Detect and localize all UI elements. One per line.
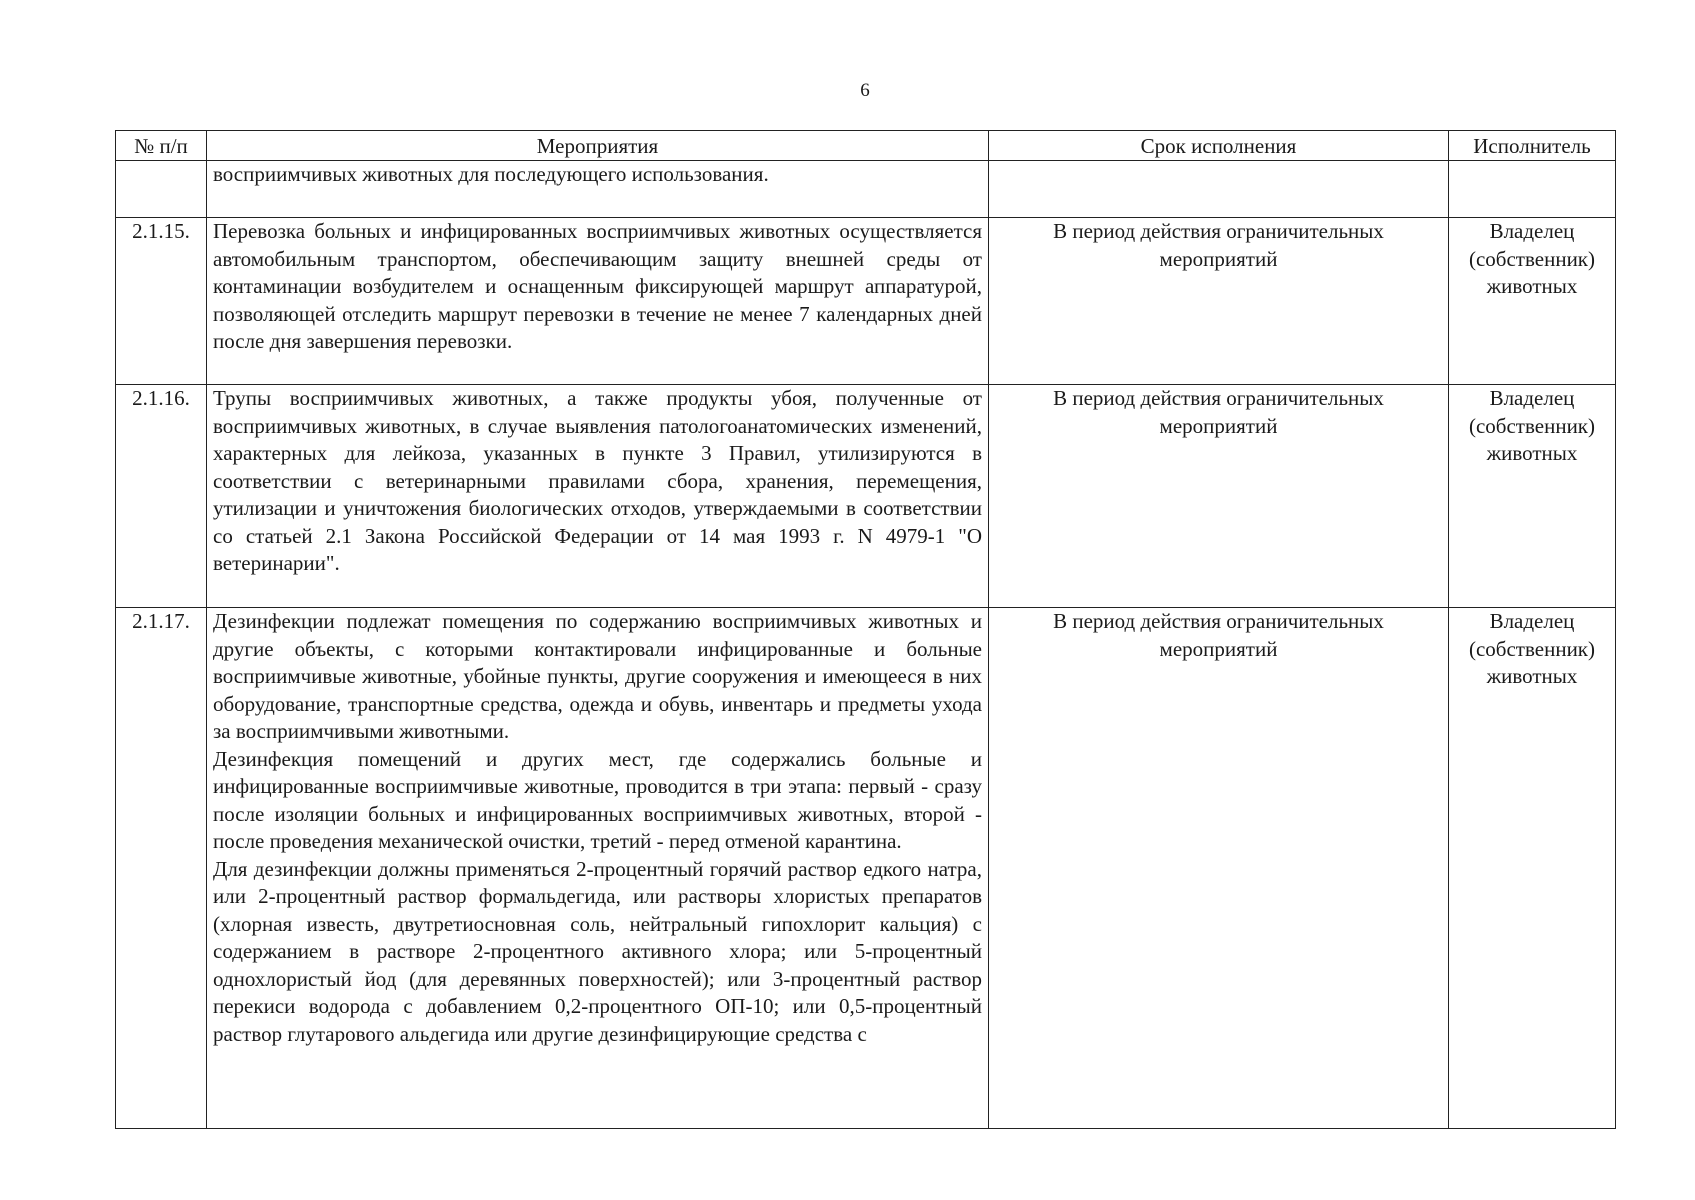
column-header-num: № п/п	[116, 131, 207, 161]
table-row	[116, 608, 1616, 1129]
activity-paragraph: Дезинфекция помещений и других мест, где содержались больные и инфицированные восприимчивые животные, проводится в три этапа: первый - сразу после изоляции больных и инфицированных восприимчивых животных, второй - после проведения механической очистки, третий - перед отменой карантина.	[213, 746, 982, 853]
row-activity	[207, 385, 989, 608]
row-deadline: В период действия ограничительных мероприятий	[989, 218, 1449, 385]
row-executor: Владелец (собственник) животных	[1449, 218, 1616, 385]
page-number: 6	[860, 80, 870, 101]
row-activity	[207, 218, 989, 385]
column-header-deadline: Срок исполнения	[989, 131, 1449, 161]
row-number: 2.1.17.	[116, 608, 207, 1129]
row-number: 2.1.16.	[116, 385, 207, 608]
activity-paragraph: Для дезинфекции должны применяться 2-процентный горячий раствор едкого натра, или 2-процентный раствор формальдегида, или растворы хлористых препаратов (хлорная известь, двутретиосновная соль, нейтральный гипохлорит кальция) с содержанием в растворе 2-процентного активного хлора; или 5-процентный однохлористый йод (для деревянных поверхностей); или 3-процентный раствор перекиси водорода с добавлением 0,2-процентного ОП-10; или 0,5-процентный раствор глутарового альдегида или другие дезинфицирующие средства с	[213, 856, 982, 1046]
activity-paragraph: восприимчивых животных для последующего использования.	[213, 162, 769, 186]
table-row	[116, 218, 1616, 385]
row-activity	[207, 608, 989, 1129]
table-row	[116, 161, 1616, 218]
row-deadline: В период действия ограничительных мероприятий	[989, 608, 1449, 1129]
row-number: 2.1.15.	[116, 218, 207, 385]
activity-paragraph: Трупы восприимчивых животных, а также продукты убоя, полученные от восприимчивых животных, в случае выявления патологоанатомических изменений, характерных для лейкоза, указанных в пункте 3 Правил, утилизируются в соответствии с ветеринарными правилами сбора, хранения, перемещения, утилизации и уничтожения биологических отходов, утверждаемыми в соответствии со статьей 2.1 Закона Российской Федерации от 14 мая 1993 г. N 4979-1 "О ветеринарии".	[213, 386, 982, 575]
activity-paragraph: Перевозка больных и инфицированных восприимчивых животных осуществляется автомобильным транспортом, обеспечивающим защиту внешней среды от контаминации возбудителем и оснащенным фиксирующей маршрут аппаратурой, позволяющей отследить маршрут перевозки в течение не менее 7 календарных дней после дня завершения перевозки.	[213, 219, 982, 353]
row-executor	[1449, 161, 1616, 218]
row-activity	[207, 161, 989, 218]
column-header-executor: Исполнитель	[1449, 131, 1616, 161]
row-number	[116, 161, 207, 218]
row-deadline	[989, 161, 1449, 218]
column-header-activity: Мероприятия	[207, 131, 989, 161]
row-executor: Владелец (собственник) животных	[1449, 608, 1616, 1129]
table-row	[116, 385, 1616, 608]
row-executor: Владелец (собственник) животных	[1449, 385, 1616, 608]
measures-table	[115, 130, 1616, 1129]
row-deadline: В период действия ограничительных мероприятий	[989, 385, 1449, 608]
table-header-row	[116, 131, 1616, 161]
activity-paragraph: Дезинфекции подлежат помещения по содержанию восприимчивых животных и другие объекты, с которыми контактировали инфицированные и больные восприимчивые животные, убойные пункты, другие сооружения и имеющееся в них оборудование, транспортные средства, одежда и обувь, инвентарь и предметы ухода за восприимчивыми животными.	[213, 609, 982, 743]
